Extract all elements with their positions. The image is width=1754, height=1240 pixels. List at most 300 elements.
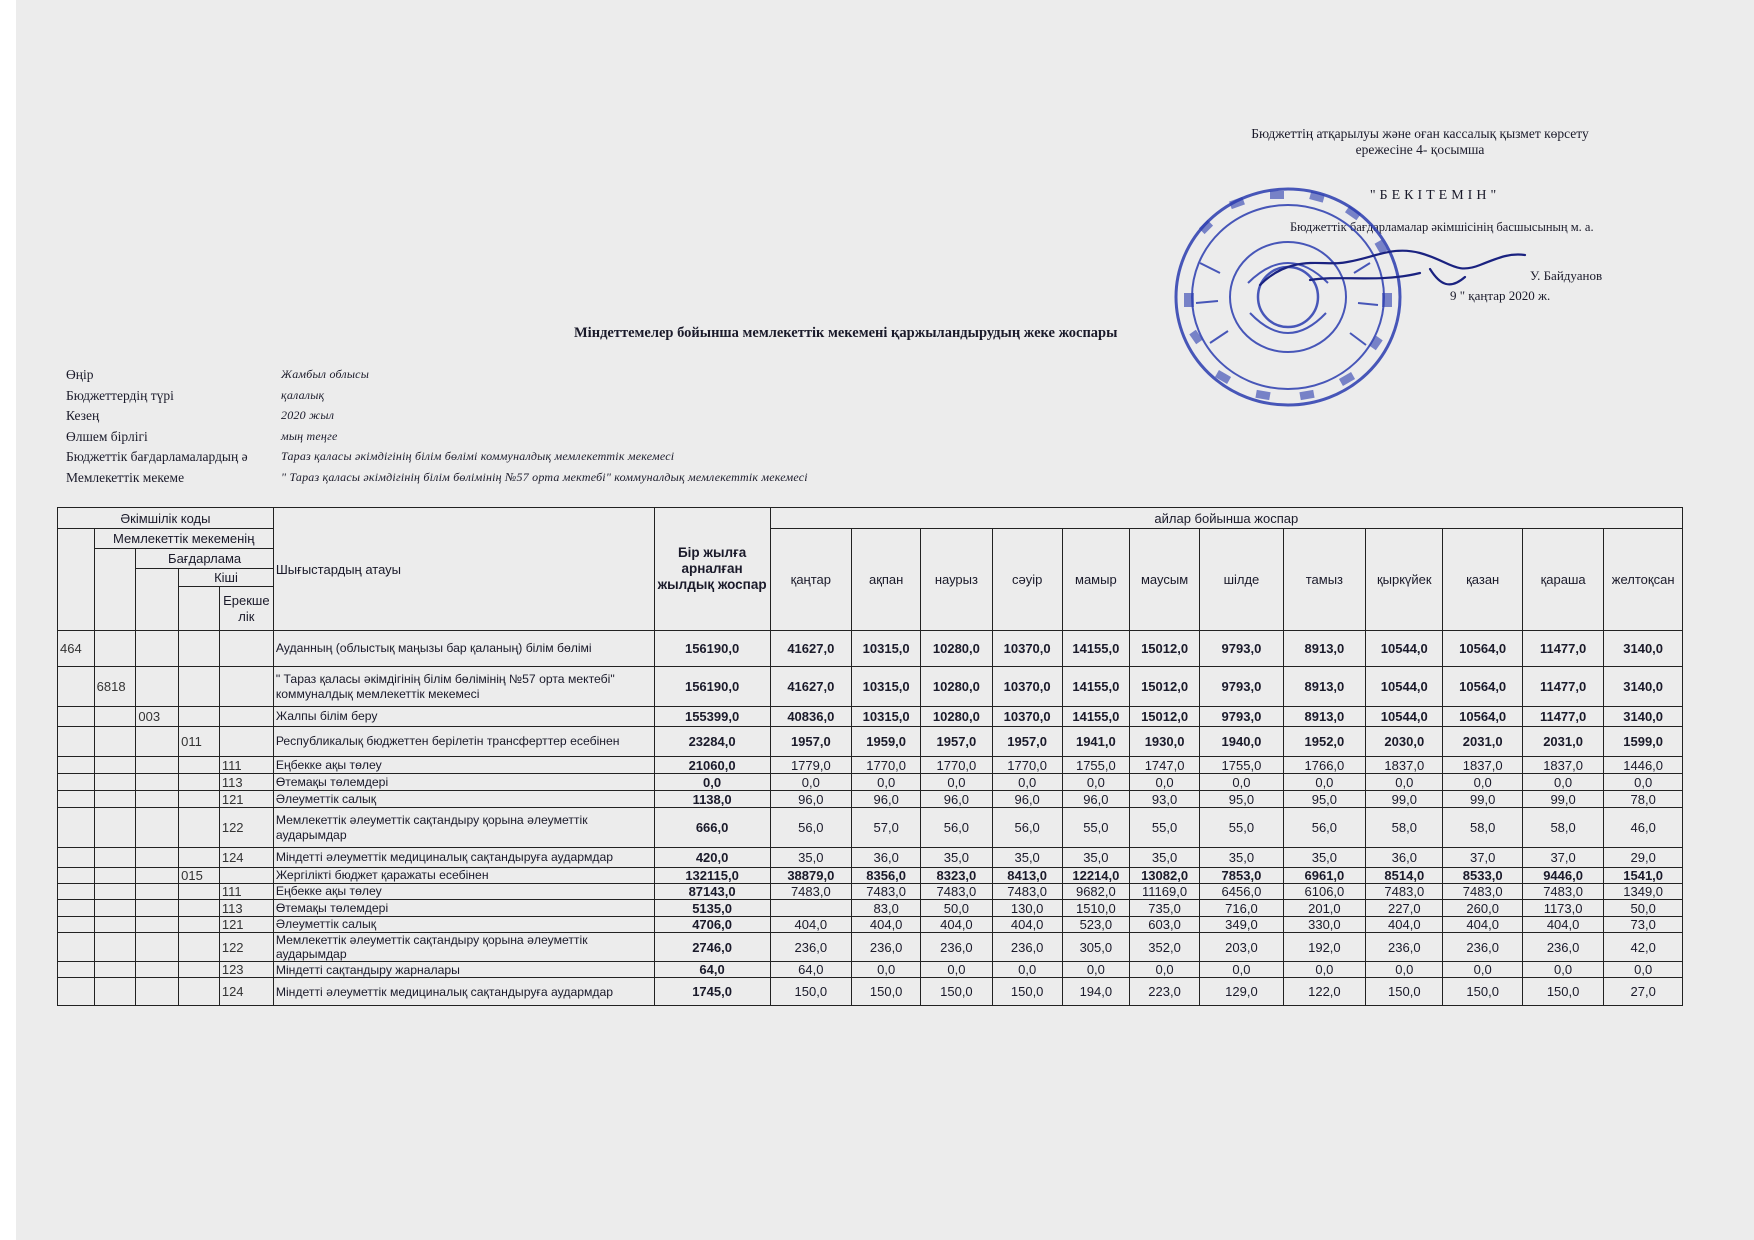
row-month-value: 42,0 (1604, 933, 1683, 962)
row-month-value: 37,0 (1443, 848, 1522, 868)
header-spacer (179, 587, 220, 631)
table-row (58, 631, 1683, 667)
empty-code-cell (136, 757, 179, 774)
empty-code-cell (219, 667, 273, 707)
approval-date: 9 " қаңтар 2020 ж. (1450, 288, 1551, 303)
row-month-value: 0,0 (921, 774, 992, 791)
empty-code-cell (136, 667, 179, 707)
row-code: 122 (219, 808, 273, 848)
empty-code-cell (58, 917, 95, 933)
row-month-value: 7483,0 (921, 884, 992, 900)
row-month-value: 56,0 (921, 808, 992, 848)
month-header: желтоқсан (1604, 529, 1683, 631)
row-month-value: 0,0 (1604, 962, 1683, 978)
row-month-value: 56,0 (770, 808, 851, 848)
row-month-value: 35,0 (770, 848, 851, 868)
empty-code-cell (219, 631, 273, 667)
row-month-value: 8913,0 (1283, 631, 1365, 667)
row-month-value: 10280,0 (921, 707, 992, 727)
row-month-value: 41627,0 (770, 667, 851, 707)
row-month-value: 0,0 (1200, 962, 1283, 978)
row-month-value: 223,0 (1129, 978, 1199, 1006)
row-month-value: 352,0 (1129, 933, 1199, 962)
empty-code-cell (94, 848, 136, 868)
row-month-value: 10564,0 (1443, 631, 1522, 667)
table-row (58, 707, 1683, 727)
row-month-value: 0,0 (852, 962, 921, 978)
empty-code-cell (94, 791, 136, 808)
row-month-value: 55,0 (1062, 808, 1129, 848)
empty-code-cell (94, 978, 136, 1006)
meta-value: Тараз қаласы әкімдігінің білім бөлімі коммуналдық мемлекеттік мекемесі (281, 449, 675, 463)
row-month-value: 14155,0 (1062, 707, 1129, 727)
row-code: 124 (219, 978, 273, 1006)
row-month-value: 150,0 (770, 978, 851, 1006)
empty-code-cell (136, 962, 179, 978)
row-month-value: 10280,0 (921, 631, 992, 667)
row-month-value: 95,0 (1200, 791, 1283, 808)
empty-code-cell (58, 667, 95, 707)
approve-heading: "БЕКІТЕМІН" (1369, 188, 1501, 203)
table-row (58, 848, 1683, 868)
row-month-value: 0,0 (1200, 774, 1283, 791)
table-row (58, 757, 1683, 774)
row-expense-name: Міндетті әлеуметтік медициналық сақтандыруға аудармдар (273, 848, 654, 868)
row-month-value: 2031,0 (1522, 727, 1603, 757)
row-month-value: 2030,0 (1366, 727, 1443, 757)
row-month-value: 8356,0 (852, 868, 921, 884)
row-month-value: 404,0 (1443, 917, 1522, 933)
scan-margin (0, 0, 16, 1240)
row-month-value: 1957,0 (770, 727, 851, 757)
row-expense-name: Еңбекке ақы төлеу (273, 757, 654, 774)
meta-value: 2020 жыл (281, 408, 335, 422)
row-month-value: 330,0 (1283, 917, 1365, 933)
appendix-reference-line2: ережесіне 4- қосымша (1355, 142, 1485, 157)
meta-value: мың теңге (281, 428, 338, 443)
signer-role: Бюджеттік бағдарламалар әкімшісінің басшысының м. а. (1290, 220, 1594, 234)
month-header: маусым (1129, 529, 1199, 631)
row-month-value: 0,0 (770, 774, 851, 791)
row-month-value: 55,0 (1200, 808, 1283, 848)
month-header: тамыз (1283, 529, 1365, 631)
row-month-value: 260,0 (1443, 900, 1522, 917)
month-header: мамыр (1062, 529, 1129, 631)
empty-code-cell (136, 868, 179, 884)
empty-code-cell (94, 884, 136, 900)
row-month-value: 38879,0 (770, 868, 851, 884)
row-month-value: 29,0 (1604, 848, 1683, 868)
row-month-value: 130,0 (992, 900, 1062, 917)
empty-code-cell (58, 962, 95, 978)
row-month-value: 150,0 (921, 978, 992, 1006)
header-expense-name: Шығыстардың атауы (273, 508, 654, 631)
row-month-value: 150,0 (852, 978, 921, 1006)
empty-code-cell (179, 808, 220, 848)
empty-code-cell (179, 707, 220, 727)
row-month-value: 99,0 (1366, 791, 1443, 808)
row-month-value: 56,0 (1283, 808, 1365, 848)
row-month-value: 96,0 (852, 791, 921, 808)
row-month-value: 404,0 (1366, 917, 1443, 933)
row-code: 011 (179, 727, 220, 757)
empty-code-cell (136, 727, 179, 757)
empty-code-cell (179, 962, 220, 978)
row-month-value: 58,0 (1366, 808, 1443, 848)
row-month-value: 7853,0 (1200, 868, 1283, 884)
empty-code-cell (58, 933, 95, 962)
row-month-value: 1766,0 (1283, 757, 1365, 774)
row-month-value: 1837,0 (1443, 757, 1522, 774)
empty-code-cell (179, 884, 220, 900)
row-month-value: 404,0 (921, 917, 992, 933)
row-month-value: 1510,0 (1062, 900, 1129, 917)
row-month-value: 1755,0 (1062, 757, 1129, 774)
row-month-value: 735,0 (1129, 900, 1199, 917)
row-month-value: 9793,0 (1200, 631, 1283, 667)
row-month-value: 3140,0 (1604, 667, 1683, 707)
row-month-value: 0,0 (992, 774, 1062, 791)
row-annual-plan: 0,0 (654, 774, 770, 791)
row-month-value: 236,0 (852, 933, 921, 962)
row-month-value: 78,0 (1604, 791, 1683, 808)
row-month-value: 50,0 (921, 900, 992, 917)
row-expense-name: Өтемақы төлемдері (273, 900, 654, 917)
row-month-value: 41627,0 (770, 631, 851, 667)
row-month-value: 1941,0 (1062, 727, 1129, 757)
row-month-value: 95,0 (1283, 791, 1365, 808)
row-month-value: 1940,0 (1200, 727, 1283, 757)
row-month-value: 35,0 (1129, 848, 1199, 868)
row-month-value: 8913,0 (1283, 667, 1365, 707)
row-month-value: 58,0 (1522, 808, 1603, 848)
row-month-value: 11477,0 (1522, 667, 1603, 707)
row-month-value: 0,0 (1443, 774, 1522, 791)
row-month-value: 56,0 (992, 808, 1062, 848)
row-month-value: 0,0 (1129, 774, 1199, 791)
row-month-value: 1930,0 (1129, 727, 1199, 757)
row-annual-plan: 156190,0 (654, 631, 770, 667)
row-code: 6818 (94, 667, 136, 707)
row-month-value: 1959,0 (852, 727, 921, 757)
row-month-value: 523,0 (1062, 917, 1129, 933)
row-month-value: 10564,0 (1443, 707, 1522, 727)
row-month-value: 9682,0 (1062, 884, 1129, 900)
row-month-value: 716,0 (1200, 900, 1283, 917)
row-month-value: 1747,0 (1129, 757, 1199, 774)
empty-code-cell (58, 791, 95, 808)
row-annual-plan: 4706,0 (654, 917, 770, 933)
empty-code-cell (179, 791, 220, 808)
empty-code-cell (58, 727, 95, 757)
header-program: Бағдарлама (136, 549, 273, 569)
row-month-value: 236,0 (1443, 933, 1522, 962)
financing-plan-table (57, 507, 1683, 1006)
row-month-value: 55,0 (1129, 808, 1199, 848)
empty-code-cell (94, 774, 136, 791)
row-month-value: 404,0 (1522, 917, 1603, 933)
row-month-value: 7483,0 (1366, 884, 1443, 900)
row-month-value: 150,0 (1522, 978, 1603, 1006)
empty-code-cell (179, 631, 220, 667)
header-specificity: Ерекше лік (219, 587, 273, 631)
row-month-value: 64,0 (770, 962, 851, 978)
empty-code-cell (136, 808, 179, 848)
empty-code-cell (58, 848, 95, 868)
row-annual-plan: 132115,0 (654, 868, 770, 884)
row-month-value: 0,0 (1366, 774, 1443, 791)
row-month-value: 6106,0 (1283, 884, 1365, 900)
row-annual-plan: 64,0 (654, 962, 770, 978)
row-month-value: 1779,0 (770, 757, 851, 774)
row-month-value: 58,0 (1443, 808, 1522, 848)
empty-code-cell (179, 774, 220, 791)
month-header: сәуір (992, 529, 1062, 631)
meta-label: Бюджеттердің түрі (66, 387, 174, 403)
row-expense-name: Еңбекке ақы төлеу (273, 884, 654, 900)
row-month-value: 194,0 (1062, 978, 1129, 1006)
row-month-value: 236,0 (1366, 933, 1443, 962)
row-month-value: 35,0 (1283, 848, 1365, 868)
table-row (58, 884, 1683, 900)
empty-code-cell (136, 933, 179, 962)
table-row (58, 962, 1683, 978)
row-month-value: 15012,0 (1129, 707, 1199, 727)
row-month-value: 96,0 (992, 791, 1062, 808)
row-month-value: 1173,0 (1522, 900, 1603, 917)
empty-code-cell (136, 848, 179, 868)
row-month-value: 14155,0 (1062, 667, 1129, 707)
row-expense-name: Жергілікті бюджет қаражаты есебінен (273, 868, 654, 884)
row-code: 015 (179, 868, 220, 884)
row-expense-name: " Тараз қаласы әкімдігінің білім бөлімінің №57 орта мектебі" коммуналдық мемлекеттік мекемесі (273, 667, 654, 707)
row-annual-plan: 666,0 (654, 808, 770, 848)
row-code: 121 (219, 917, 273, 933)
row-month-value: 0,0 (1283, 774, 1365, 791)
header-annual-plan: Бір жылға арналған жылдық жоспар (654, 508, 770, 631)
row-month-value: 201,0 (1283, 900, 1365, 917)
row-month-value: 1541,0 (1604, 868, 1683, 884)
appendix-reference-line1: Бюджеттің атқарылуы және оған кассалық қызмет көрсету (1251, 126, 1589, 141)
table-row (58, 978, 1683, 1006)
row-expense-name: Жалпы білім беру (273, 707, 654, 727)
row-annual-plan: 156190,0 (654, 667, 770, 707)
handwritten-signature (1250, 235, 1530, 305)
empty-code-cell (94, 808, 136, 848)
row-month-value: 36,0 (1366, 848, 1443, 868)
row-month-value: 57,0 (852, 808, 921, 848)
row-annual-plan: 2746,0 (654, 933, 770, 962)
month-header: қараша (1522, 529, 1603, 631)
row-month-value: 11169,0 (1129, 884, 1199, 900)
row-month-value: 96,0 (921, 791, 992, 808)
header-spacer (136, 569, 179, 631)
meta-label: Өңір (66, 367, 94, 382)
row-month-value: 7483,0 (1443, 884, 1522, 900)
row-annual-plan: 1745,0 (654, 978, 770, 1006)
row-month-value: 7483,0 (992, 884, 1062, 900)
row-month-value: 8413,0 (992, 868, 1062, 884)
row-month-value: 0,0 (1522, 774, 1603, 791)
row-month-value: 7483,0 (770, 884, 851, 900)
header-admin-code: Әкімшілік коды (58, 508, 274, 529)
empty-code-cell (58, 707, 95, 727)
month-header: қаңтар (770, 529, 851, 631)
row-month-value: 1837,0 (1366, 757, 1443, 774)
empty-code-cell (219, 868, 273, 884)
empty-code-cell (179, 667, 220, 707)
row-month-value: 13082,0 (1129, 868, 1199, 884)
row-month-value: 9793,0 (1200, 707, 1283, 727)
row-month-value: 12214,0 (1062, 868, 1129, 884)
empty-code-cell (179, 757, 220, 774)
meta-value: " Тараз қаласы әкімдігінің білім бөлімінің №57 орта мектебі" коммуналдық мемлекеттік мекемесі (281, 469, 808, 484)
meta-label: Мемлекеттік мекеме (66, 469, 185, 485)
row-month-value: 0,0 (921, 962, 992, 978)
meta-value: қалалық (281, 387, 325, 402)
row-code: 003 (136, 707, 179, 727)
row-month-value: 305,0 (1062, 933, 1129, 962)
row-code: 111 (219, 884, 273, 900)
row-month-value: 1770,0 (921, 757, 992, 774)
table-row (58, 667, 1683, 707)
empty-code-cell (58, 978, 95, 1006)
row-month-value: 99,0 (1522, 791, 1603, 808)
row-month-value: 0,0 (1062, 962, 1129, 978)
row-month-value: 99,0 (1443, 791, 1522, 808)
row-code: 113 (219, 900, 273, 917)
row-month-value: 36,0 (852, 848, 921, 868)
row-month-value: 150,0 (1366, 978, 1443, 1006)
empty-code-cell (179, 848, 220, 868)
row-month-value: 0,0 (1366, 962, 1443, 978)
table-row (58, 917, 1683, 933)
row-month-value: 10280,0 (921, 667, 992, 707)
row-month-value: 3140,0 (1604, 707, 1683, 727)
row-month-value: 7483,0 (1522, 884, 1603, 900)
row-month-value: 1957,0 (921, 727, 992, 757)
empty-code-cell (136, 978, 179, 1006)
empty-code-cell (94, 727, 136, 757)
header-subprogram: Кіші (179, 569, 274, 587)
row-month-value: 96,0 (770, 791, 851, 808)
row-month-value: 9793,0 (1200, 667, 1283, 707)
table-row (58, 791, 1683, 808)
row-expense-name: Мемлекеттік әлеуметтік сақтандыру қорына әлеуметтік аударымдар (273, 808, 654, 848)
month-header: қыркүйек (1366, 529, 1443, 631)
row-month-value: 0,0 (1129, 962, 1199, 978)
row-month-value: 10544,0 (1366, 667, 1443, 707)
row-month-value: 50,0 (1604, 900, 1683, 917)
empty-code-cell (179, 900, 220, 917)
header-institution: Мемлекеттік мекеменің (94, 529, 273, 549)
empty-code-cell (94, 868, 136, 884)
empty-code-cell (179, 917, 220, 933)
empty-code-cell (136, 917, 179, 933)
row-month-value: 10315,0 (852, 631, 921, 667)
row-month-value: 404,0 (992, 917, 1062, 933)
row-month-value: 603,0 (1129, 917, 1199, 933)
row-month-value: 0,0 (1443, 962, 1522, 978)
row-month-value: 10315,0 (852, 707, 921, 727)
empty-code-cell (136, 900, 179, 917)
row-month-value: 14155,0 (1062, 631, 1129, 667)
row-month-value: 10544,0 (1366, 707, 1443, 727)
row-month-value: 7483,0 (852, 884, 921, 900)
empty-code-cell (219, 727, 273, 757)
document-title: Міндеттемелер бойынша мемлекеттік мекемені қаржыландырудың жеке жоспары (574, 325, 1118, 341)
table-row (58, 868, 1683, 884)
row-expense-name: Ауданның (облыстық маңызы бар қаланың) білім бөлімі (273, 631, 654, 667)
row-month-value: 83,0 (852, 900, 921, 917)
signer-name: У. Байдуанов (1530, 268, 1603, 283)
row-month-value: 40836,0 (770, 707, 851, 727)
row-month-value: 9446,0 (1522, 868, 1603, 884)
row-expense-name: Мемлекеттік әлеуметтік сақтандыру қорына әлеуметтік аударымдар (273, 933, 654, 962)
header-spacer (94, 549, 136, 631)
row-annual-plan: 23284,0 (654, 727, 770, 757)
row-month-value: 192,0 (1283, 933, 1365, 962)
row-month-value: 11477,0 (1522, 631, 1603, 667)
row-month-value: 236,0 (770, 933, 851, 962)
row-code: 111 (219, 757, 273, 774)
row-month-value: 15012,0 (1129, 631, 1199, 667)
row-code: 121 (219, 791, 273, 808)
row-annual-plan: 87143,0 (654, 884, 770, 900)
table-row (58, 774, 1683, 791)
row-month-value: 8533,0 (1443, 868, 1522, 884)
meta-label: Кезең (66, 408, 100, 423)
empty-code-cell (58, 774, 95, 791)
row-month-value: 203,0 (1200, 933, 1283, 962)
empty-code-cell (94, 900, 136, 917)
row-annual-plan: 155399,0 (654, 707, 770, 727)
row-month-value: 0,0 (852, 774, 921, 791)
row-month-value: 1599,0 (1604, 727, 1683, 757)
row-expense-name: Республикалық бюджеттен берілетін трансферттер есебінен (273, 727, 654, 757)
row-month-value: 122,0 (1283, 978, 1365, 1006)
row-month-value: 35,0 (1200, 848, 1283, 868)
table-row (58, 808, 1683, 848)
empty-code-cell (136, 774, 179, 791)
row-code: 122 (219, 933, 273, 962)
table-row (58, 727, 1683, 757)
empty-code-cell (94, 707, 136, 727)
row-month-value: 6456,0 (1200, 884, 1283, 900)
row-month-value: 129,0 (1200, 978, 1283, 1006)
row-month-value: 1770,0 (852, 757, 921, 774)
row-month-value: 96,0 (1062, 791, 1129, 808)
empty-code-cell (94, 917, 136, 933)
row-month-value: 150,0 (992, 978, 1062, 1006)
empty-code-cell (58, 900, 95, 917)
empty-code-cell (179, 978, 220, 1006)
month-header: қазан (1443, 529, 1522, 631)
empty-code-cell (219, 707, 273, 727)
row-month-value: 10564,0 (1443, 667, 1522, 707)
empty-code-cell (58, 868, 95, 884)
row-month-value: 1952,0 (1283, 727, 1365, 757)
empty-code-cell (136, 884, 179, 900)
row-month-value: 236,0 (992, 933, 1062, 962)
row-month-value: 0,0 (1283, 962, 1365, 978)
row-annual-plan: 1138,0 (654, 791, 770, 808)
row-annual-plan: 5135,0 (654, 900, 770, 917)
row-month-value: 349,0 (1200, 917, 1283, 933)
table-row (58, 933, 1683, 962)
empty-code-cell (58, 757, 95, 774)
header-spacer (58, 529, 95, 631)
